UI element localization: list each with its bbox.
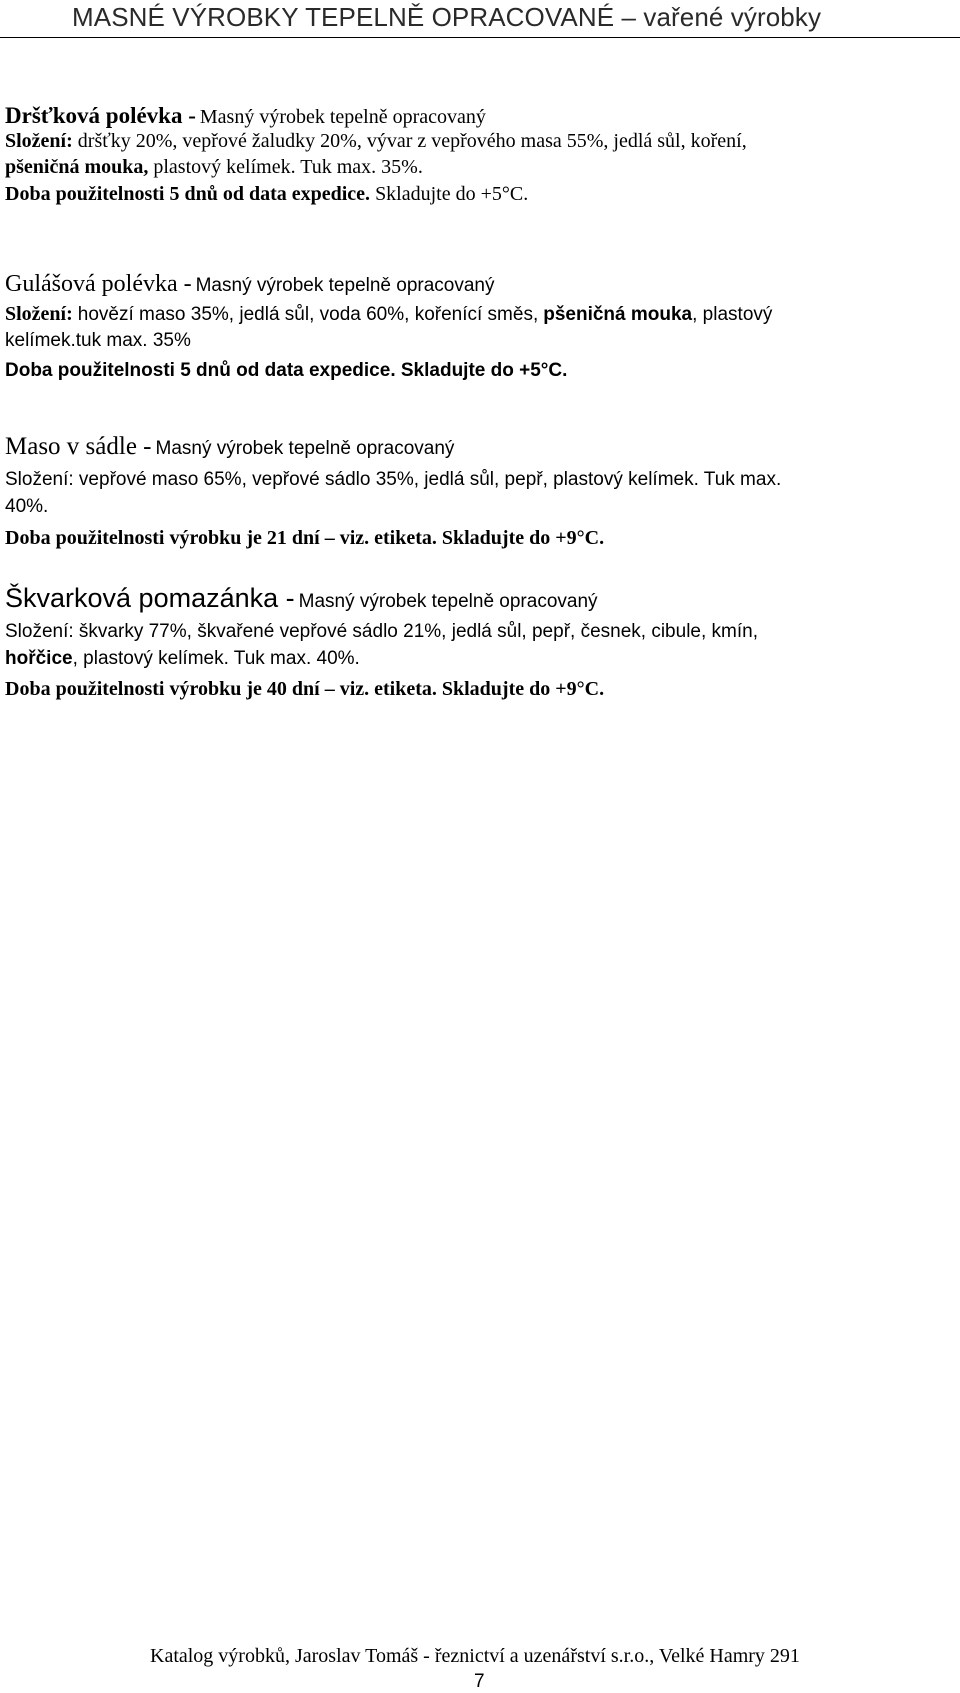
composition-line [5,131,747,151]
composition-line [5,622,758,641]
composition-label: Složení: [5,130,73,152]
shelf-life-text: Doba použitelnosti 5 dnů od data expedice. Skladujte do +5°C. [5,360,568,381]
composition-text: hovězí maso 35%, jedlá sůl, voda 60%, kořenící směs, [77,304,539,325]
composition-text: Složení: škvarky 77%, škvařené vepřové sádlo 21%, jedlá sůl, pepř, česnek, cibule, kmín, [5,621,758,642]
shelf-life-line [5,184,528,204]
composition-text: , plastový [692,304,773,325]
shelf-life-line [5,679,604,699]
allergen-text: hořčice [5,648,73,669]
page-title: MASNÉ VÝROBKY TEPELNĚ OPRACOVANÉ – vařené výrobky [72,2,822,32]
product-subtitle: Masný výrobek tepelně opracovaný [195,275,495,296]
composition-line [5,470,781,489]
composition-text: plastový kelímek. Tuk max. 35%. [153,156,423,178]
composition-line [5,331,191,350]
product-heading [5,434,454,459]
product-name: Dršťková polévka - [5,103,196,128]
allergen-text: pšeničná mouka [543,304,693,325]
composition-text: dršťky 20%, vepřové žaludky 20%, vývar z vepřového masa 55%, jedlá sůl, koření, [77,130,747,152]
product-heading [5,272,495,296]
composition-text: Složení: vepřové maso 65%, vepřové sádlo 35%, jedlá sůl, pepř, plastový kelímek. Tuk max. [5,469,782,490]
storage-text: Skladujte do +5°C. [375,183,529,205]
page-header [0,0,960,38]
shelf-life-text: Doba použitelnosti výrobku je 21 dní – viz. etiketa. Skladujte do +9°C. [5,527,605,549]
footer-text: Katalog výrobků, Jaroslav Tomáš - řeznictví a uzenářství s.r.o., Velké Hamry 291 [150,1645,800,1667]
composition-line [5,304,772,324]
composition-text: 40%. [5,496,49,517]
shelf-life-line [5,361,567,380]
composition-label: Složení: [5,303,73,325]
product-name: Gulášová polévka - [5,271,192,297]
page-number: 7 [474,1671,485,1692]
composition-line [5,649,360,668]
shelf-life-text: Doba použitelnosti výrobku je 40 dní – viz. etiketa. Skladujte do +9°C. [5,678,605,700]
composition-text: , plastový kelímek. Tuk max. 40%. [72,648,360,669]
product-name: Škvarková pomazánka - [5,583,295,613]
product-subtitle: Masný výrobek tepelně opracovaný [298,591,598,612]
product-heading [5,585,598,612]
product-subtitle: Masný výrobek tepelně opracovaný [155,438,455,459]
composition-line [5,157,423,177]
composition-line [5,497,48,516]
shelf-life-text: Doba použitelnosti 5 dnů od data expedice. [5,183,371,205]
product-subtitle: Masný výrobek tepelně opracovaný [199,106,486,128]
shelf-life-line [5,528,604,548]
composition-text: kelímek.tuk max. 35% [5,330,191,351]
product-name: Maso v sádle - [5,433,152,460]
product-heading [5,104,486,127]
allergen-text: pšeničná mouka, [5,156,149,178]
